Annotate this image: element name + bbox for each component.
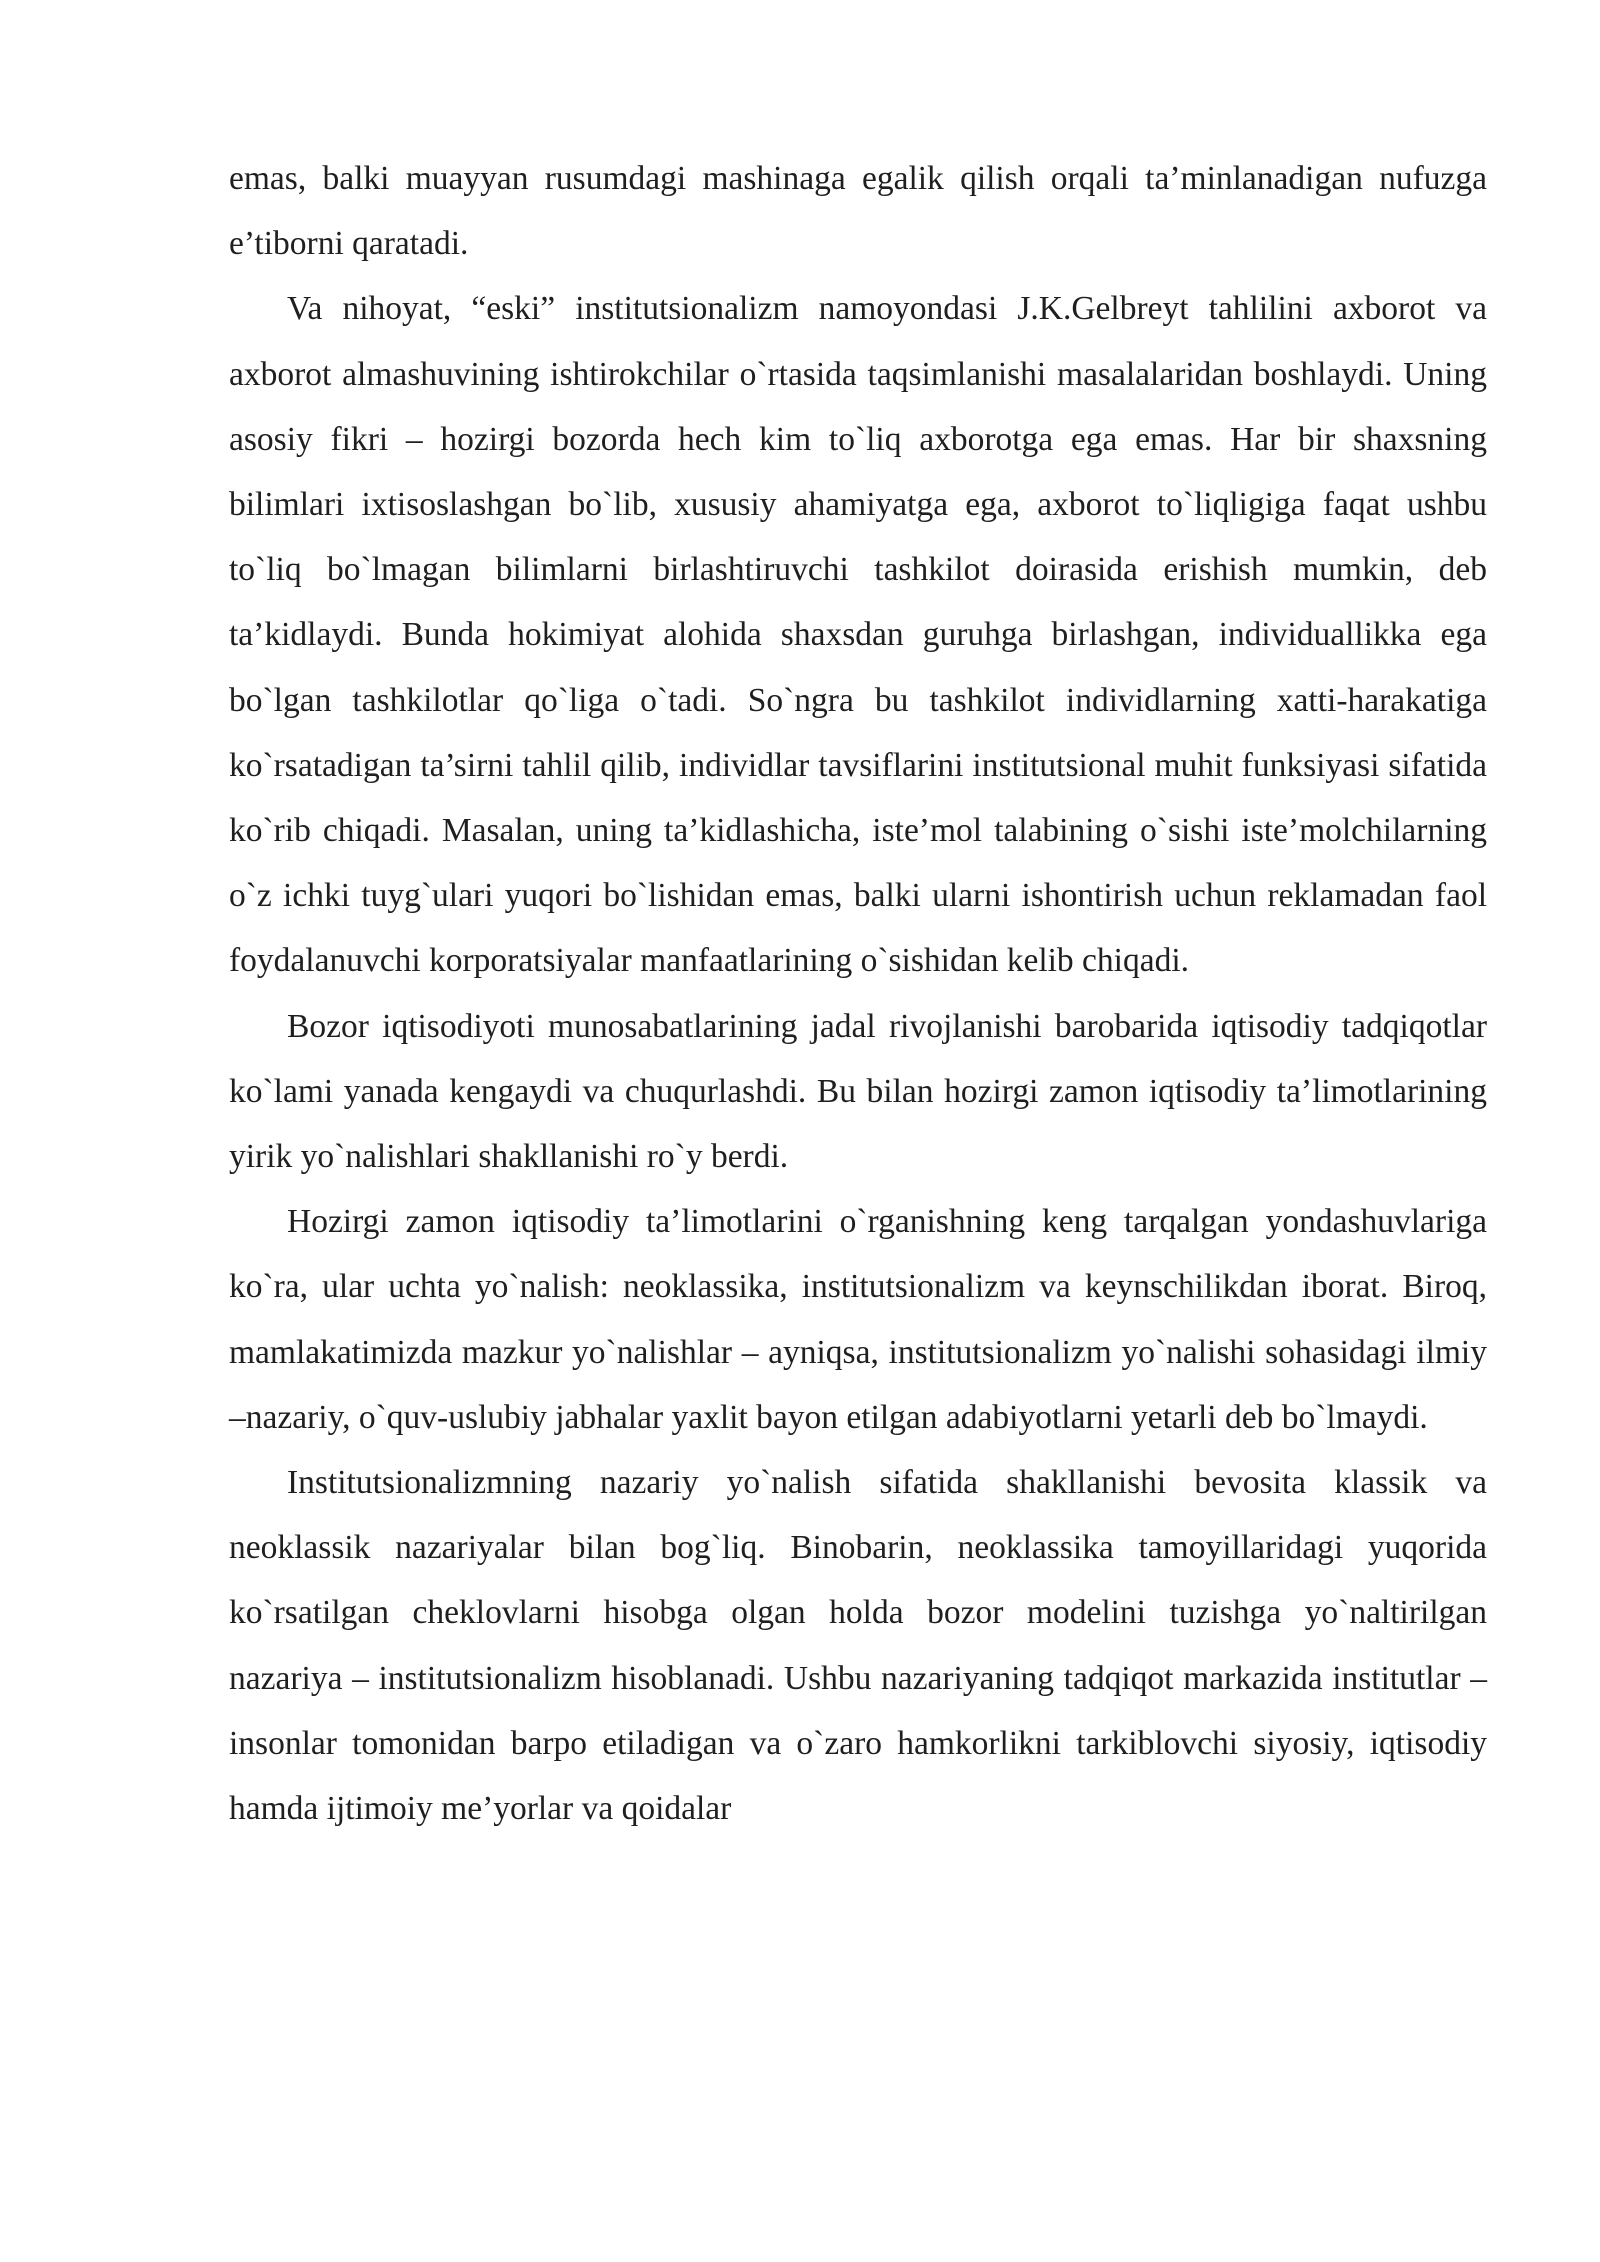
document-body — [229, 146, 1487, 1841]
paragraph-gelbreyt: Va nihoyat, “eski” institutsionalizm namoyondasi J.K.Gelbreyt tahlilini axborot va axborot almashuvining ishtirokchilar o`rtasida taqsimlanishi masalalaridan boshlaydi. Uning asosiy fikri – hozirgi bozorda hech kim to`liq axborotga ega emas. Har bir shaxsning bilimlari ixtisoslashgan bo`lib, xususiy ahamiyatga ega, axborot to`liqligiga faqat ushbu to`liq bo`lmagan bilimlarni birlashtiruvchi tashkilot doirasida erishish mumkin, deb ta’kidlaydi. Bunda hokimiyat alohida shaxsdan guruhga birlashgan, individuallikka ega bo`lgan tashkilotlar qo`liga o`tadi. So`ngra bu tashkilot individlarning xatti-harakatiga ko`rsatadigan ta’sirni tahlil qilib, individlar tavsiflarini institutsional muhit funksiyasi sifatida ko`rib chiqadi. Masalan, uning ta’kidlashicha, iste’mol talabining o`sishi iste’molchilarning o`z ichki tuyg`ulari yuqori bo`lishidan emas, balki ularni ishontirish uchun reklamadan faol foydalanuvchi korporatsiyalar manfaatlarining o`sishidan kelib chiqadi. — [229, 290, 1487, 980]
paragraph-institutionalism: Institutsionalizmning nazariy yo`nalish sifatida shakllanishi bevosita klassik va neoklassik nazariyalar bilan bog`liq. Binobarin, neoklassika tamoyillaridagi yuqorida ko`rsatilgan cheklovlarni hisobga olgan holda bozor modelini tuzishga yo`naltirilgan nazariya – institutsionalizm hisoblanadi. Ushbu nazariyaning tadqiqot markazida institutlar – insonlar tomonidan barpo etiladigan va o`zaro hamkorlikni tarkiblovchi siyosiy, iqtisodiy hamda ijtimoiy me’yorlar va qoidalar — [229, 1464, 1487, 1828]
paragraph-continuation: emas, balki muayyan rusumdagi mashinaga egalik qilish orqali ta’minlanadigan nufuzga e’tiborni qaratadi. — [229, 160, 1487, 263]
paragraph-market-economy: Bozor iqtisodiyoti munosabatlarining jadal rivojlanishi barobarida iqtisodiy tadqiqotlar ko`lami yanada kengaydi va chuqurlashdi. Bu bilan hozirgi zamon iqtisodiy ta’limotlarining yirik yo`nalishlari shakllanishi ro`y berdi. — [229, 1007, 1487, 1176]
paragraph-modern-teachings: Hozirgi zamon iqtisodiy ta’limotlarini o`rganishning keng tarqalgan yondashuvlariga ko`ra, ular uchta yo`nalish: neoklassika, institutsionalizm va keynschilikdan iborat. Biroq, mamlakatimizda mazkur yo`nalishlar – ayniqsa, institutsionalizm yo`nalishi sohasidagi ilmiy –nazariy, o`quv-uslubiy jabhalar yaxlit bayon etilgan adabiyotlarni yetarli deb bo`lmaydi. — [229, 1203, 1487, 1436]
